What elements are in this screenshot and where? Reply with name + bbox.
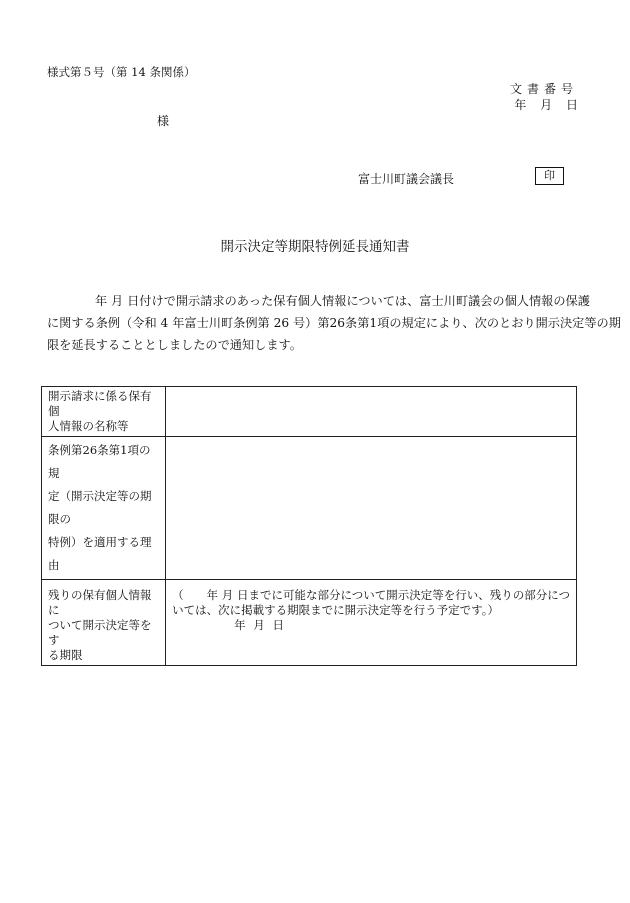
row-label-info-name — [42, 387, 166, 437]
row3-label-line-2: ついて開示決定等をす — [48, 618, 152, 647]
row3-label-line-1: 残りの保有個人情報に — [48, 588, 152, 617]
document-number-label: 文書番号 — [509, 82, 578, 96]
row-label-reason — [42, 437, 166, 580]
info-table — [41, 386, 577, 666]
addressee-label: 様 — [157, 114, 170, 128]
row-value-deadline — [166, 580, 577, 666]
date-label: 年 月 日 — [514, 98, 578, 112]
deadline-line-2: いては、次に掲載する期限までに開示決定等を行う予定です。） — [172, 603, 499, 617]
deadline-line-1: （ 年 月 日までに可能な部分について開示決定等を行い、残りの部分につ — [172, 588, 570, 602]
row2-label-line-1: 条例第26条第1項の規 — [48, 443, 151, 480]
table-row-info-name — [42, 387, 577, 437]
row1-label-line-1: 開示請求に係る保有個 — [48, 389, 152, 418]
row2-label-line-3: 特例）を適用する理由 — [48, 535, 152, 572]
row3-label-line-3: る期限 — [48, 648, 83, 662]
seal-box: 印 — [535, 167, 564, 185]
body-line-3: 限を延長することとしましたので通知します。 — [47, 338, 302, 352]
body-line-1: 年 月 日付けで開示請求のあった保有個人情報については、富士川町議会の個人情報の保護 — [95, 294, 590, 308]
deadline-date: 年 月 日 — [234, 618, 284, 632]
body-line-2: に関する条例（令和 4 年富士川町条例第 26 号）第26条第1項の規定により、次のとおり開示決定等の期 — [47, 316, 621, 330]
row2-label-line-2: 定（開示決定等の期限の — [48, 489, 152, 526]
form-number: 様式第５号（第 14 条関係） — [47, 65, 196, 79]
notice-body — [47, 290, 621, 356]
row-value-reason — [166, 437, 577, 580]
table-row-reason — [42, 437, 577, 580]
row-value-info-name — [166, 387, 577, 437]
document-title: 開示決定等期限特例延長通知書 — [220, 239, 410, 255]
row-label-deadline — [42, 580, 166, 666]
sender-name: 富士川町議会議長 — [358, 172, 455, 186]
row1-label-line-2: 人情報の名称等 — [48, 419, 129, 433]
table-row-deadline — [42, 580, 577, 666]
